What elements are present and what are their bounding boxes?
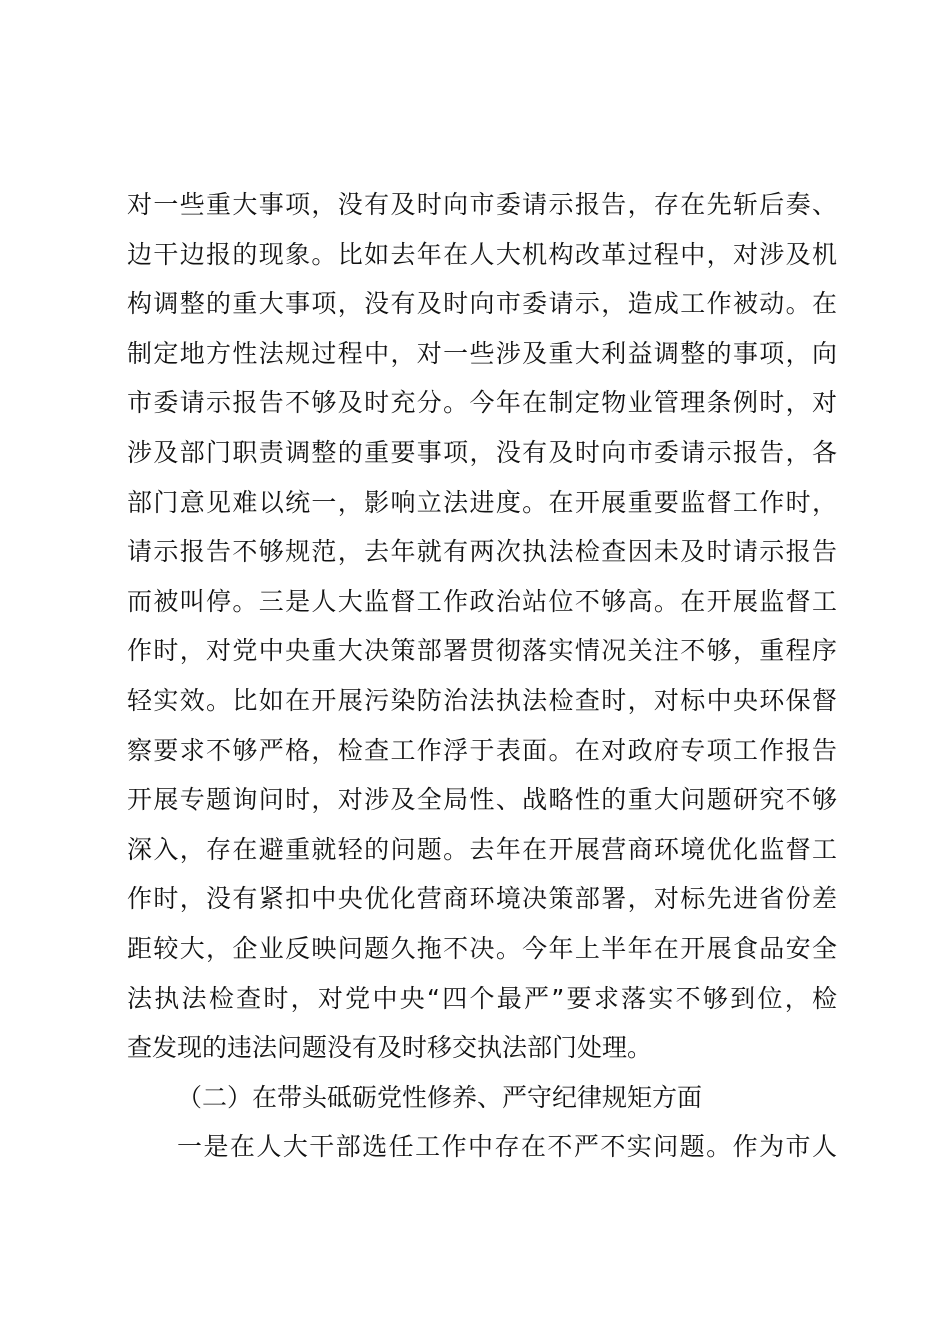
paragraph-line: 作时，对党中央重大决策部署贯彻落实情况关注不够，重程序 — [127, 636, 837, 666]
paragraph-line: 察要求不够严格，检查工作浮于表面。在对政府专项工作报告 — [127, 735, 837, 765]
paragraph-line: 对一些重大事项，没有及时向市委请示报告，存在先斩后奏、 — [127, 190, 837, 219]
paragraph-line: 开展专题询问时，对涉及全局性、战略性的重大问题研究不够 — [127, 785, 837, 815]
paragraph-line: 一是在人大干部选任工作中存在不严不实问题。作为市人 — [177, 1132, 837, 1162]
document-body — [127, 180, 837, 1172]
paragraph-line: 边干边报的现象。比如去年在人大机构改革过程中，对涉及机 — [127, 239, 837, 269]
paragraph-line: 市委请示报告不够及时充分。今年在制定物业管理条例时，对 — [127, 388, 837, 418]
paragraph-line: 深入，存在避重就轻的问题。去年在开展营商环境优化监督工 — [127, 834, 837, 864]
paragraph-line: 涉及部门职责调整的重要事项，没有及时向市委请示报告，各 — [127, 437, 837, 467]
paragraph-line: 制定地方性法规过程中，对一些涉及重大利益调整的事项，向 — [127, 338, 837, 368]
paragraph-line: 距较大，企业反映问题久拖不决。今年上半年在开展食品安全 — [127, 933, 837, 963]
paragraph-line: 构调整的重大事项，没有及时向市委请示，造成工作被动。在 — [127, 289, 837, 319]
paragraph-line: 请示报告不够规范，去年就有两次执法检查因未及时请示报告 — [127, 537, 837, 567]
paragraph-line: 作时，没有紧扣中央优化营商环境决策部署，对标先进省份差 — [127, 884, 837, 914]
paragraph-line: 查发现的违法问题没有及时移交执法部门处理。 — [127, 1033, 653, 1063]
section-heading: （二）在带头砥砺党性修养、严守纪律规矩方面 — [177, 1082, 703, 1112]
paragraph-line: 法执法检查时，对党中央“四个最严”要求落实不够到位，检 — [127, 983, 837, 1013]
paragraph-line: 轻实效。比如在开展污染防治法执法检查时，对标中央环保督 — [127, 685, 837, 715]
paragraph-line: 部门意见难以统一，影响立法进度。在开展重要监督工作时， — [127, 487, 837, 517]
paragraph-line: 而被叫停。三是人大监督工作政治站位不够高。在开展监督工 — [127, 586, 837, 616]
